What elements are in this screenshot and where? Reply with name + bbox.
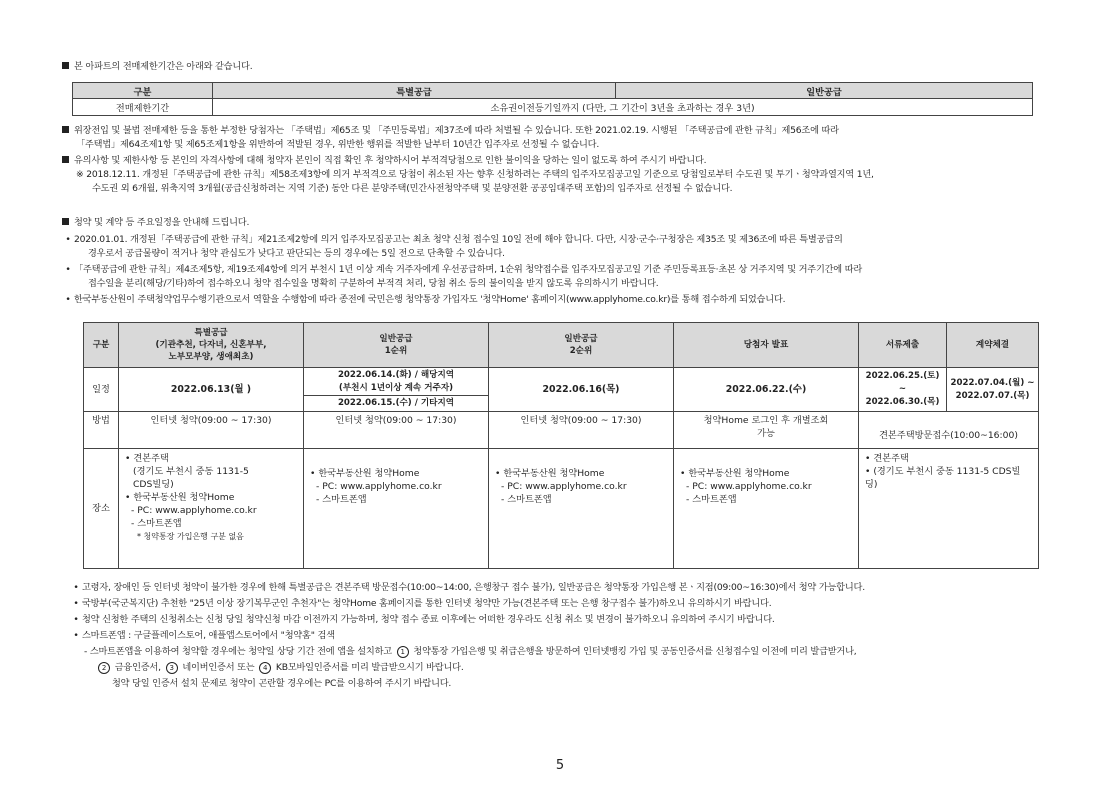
square-bullet-icon bbox=[62, 126, 69, 133]
section1-paragraphs bbox=[62, 124, 1062, 196]
table-header: 일반공급 bbox=[616, 83, 1033, 99]
place-general-1: • 한국부동산원 청약Home - PC: www.applyhome.co.kr - 스마트폰앱 bbox=[304, 449, 489, 569]
note-line: 스마트폰앱 : 구글플레이스토어, 애플앱스토어에서 "청약홈" 검색 bbox=[82, 630, 335, 641]
section-schedule-intro bbox=[62, 216, 1062, 307]
paragraph-line: 「주택공급에 관한 규칙」제4조제5항, 제19조제4항에 의거 부천시 1년 이상 계속 거주자에게 우선공급하며, 1순위 청약접수를 입주자모집공고일 기준 주민등록표등·초본 상 거주지역 및 거주기간에 따라 bbox=[74, 264, 863, 275]
row-label-method: 방법 bbox=[84, 412, 119, 449]
place-docs-contract: • 견본주택 • (경기도 부천시 중동 1131-5 CDS빌딩) bbox=[859, 449, 1039, 569]
table-cell: 소유권이전등기일까지 (다만, 그 기간이 3년을 초과하는 경우 3년) bbox=[213, 99, 1033, 116]
paragraph-line: 경우로서 공급물량이 적거나 청약 관심도가 낮다고 판단되는 등의 경우에는 5일 전으로 단축할 수 있습니다. bbox=[88, 248, 505, 259]
place-special: • 견본주택 (경기도 부천시 중동 1131-5 CDS빌딩) • 한국부동산원 청약Home - PC: www.applyhome.co.kr - 스마트폰앱 * 청약통장 가입은행 구분 없음 bbox=[119, 449, 304, 569]
dot-bullet-icon: • bbox=[73, 630, 79, 641]
section1-intro: 본 아파트의 전매제한기간은 아래와 같습니다. bbox=[62, 60, 1062, 74]
paragraph-line: 한국부동산원이 주택청약업무수행기관으로서 역할을 수행함에 따라 종전에 국민은행 청약통장 가입자도 '청약Home' 홈페이지(www.applyhome.co.kr)를 통해 접수하게 되었습니다. bbox=[74, 294, 786, 305]
method-special: 인터넷 청약(09:00 ~ 17:30) bbox=[119, 412, 304, 449]
dot-bullet-icon: • bbox=[73, 614, 79, 625]
header-announce: 당첨자 발표 bbox=[674, 323, 859, 368]
notes-section bbox=[70, 581, 865, 691]
place-general-2: • 한국부동산원 청약Home - PC: www.applyhome.co.kr - 스마트폰앱 bbox=[489, 449, 674, 569]
note-line: 청약 신청한 주택의 신청취소는 신청 당일 청약신청 마감 이전까지 가능하며, 청약 접수 종료 이후에는 어떠한 경우라도 신청 취소 및 변경이 불가하오니 유의하여 주시기 바랍니다. bbox=[82, 614, 775, 625]
date-announce: 2022.06.22.(수) bbox=[674, 368, 859, 412]
date-docs: 2022.06.25.(토) ~ 2022.06.30.(목) bbox=[859, 368, 947, 412]
paragraph-line: 접수일을 분리(해당/기타)하여 접수하오니 청약 접수일을 명확히 구분하여 부적격 처리, 당첨 취소 등의 불이익을 받지 않도록 유의하시기 바랍니다. bbox=[88, 278, 659, 289]
header-gubun: 구분 bbox=[84, 323, 119, 368]
method-announce: 청약Home 로그인 후 개별조회 가능 bbox=[674, 412, 859, 449]
resale-restriction-table bbox=[72, 82, 1033, 116]
dot-bullet-icon: • bbox=[65, 234, 71, 245]
note-line: 수도권 외 6개월, 위축지역 3개월(공급신청하려는 지역 기준) 동안 다른 분양주택(민간사전청약주택 및 분양전환 공공임대주택 포함)의 입주자로 선정될 수 없습니다. bbox=[92, 183, 733, 194]
section-resale-restriction bbox=[62, 60, 1062, 74]
circled-number-icon: 1 bbox=[397, 646, 409, 658]
paragraph-line: 위장전입 및 불법 전매제한 등을 통한 부정한 당첨자는 「주택법」제65조 및 「주민등록법」제37조에 따라 처벌될 수 있습니다. 또한 2021.02.19. 시행된 「주택공급에 관한 규칙」제56조에 따라 bbox=[74, 125, 839, 136]
note-line: ※ 2018.12.11. 개정된「주택공급에 관한 규칙」제58조제3항에 의거 부적격으로 당첨이 취소된 자는 향후 신청하려는 주택의 입주자모집공고일 기준으로 당첨일로부터 수도권 및 투기ㆍ청약과열지역 1년, bbox=[76, 169, 874, 180]
method-general-1: 인터넷 청약(09:00 ~ 17:30) bbox=[304, 412, 489, 449]
method-docs-contract: 견본주택방문접수(10:00~16:00) bbox=[859, 412, 1039, 449]
header-docs: 서류제출 bbox=[859, 323, 947, 368]
paragraph-line: 유의사항 및 제한사항 등 본인의 자격사항에 대해 청약자 본인이 직접 확인 후 청약하시어 부적격당첨으로 인한 불이익을 당하는 일이 없도록 하여 주시기 바랍니다. bbox=[74, 155, 707, 166]
table-row-label: 전매제한기간 bbox=[73, 99, 213, 116]
paragraph-line: 2020.01.01. 개정된「주택공급에 관한 규칙」제21조제2항에 의거 입주자모집공고는 최초 청약 신청 접수일 10일 전에 해야 합니다. 다만, 시장·군수·구청장은 제35조 및 제36조에 따른 특별공급의 bbox=[74, 234, 843, 245]
date-general-1: 2022.06.14.(화) / 해당지역 (부천시 1년이상 계속 거주자) 2022.06.15.(수) / 기타지역 bbox=[304, 368, 489, 412]
circled-number-icon: 3 bbox=[166, 662, 178, 674]
note-line: 2 금융인증서, 3 네이버인증서 또는 4 KB모바일인증서를 미리 발급받으시기 바랍니다. bbox=[70, 661, 865, 675]
note-line: 청약 당일 인증서 설치 문제로 청약이 곤란할 경우에는 PC를 이용하여 주시기 바랍니다. bbox=[112, 678, 452, 689]
row-label-dates: 일정 bbox=[84, 368, 119, 412]
row-label-place: 장소 bbox=[84, 449, 119, 569]
header-general-1: 일반공급 1순위 bbox=[304, 323, 489, 368]
place-announce: • 한국부동산원 청약Home - PC: www.applyhome.co.kr - 스마트폰앱 bbox=[674, 449, 859, 569]
table-header: 특별공급 bbox=[213, 83, 616, 99]
paragraph-line: 「주택법」제64조제1항 및 제65조제1항을 위반하여 적발된 경우, 위반한 행위를 적발한 날부터 10년간 입주자로 선정될 수 없습니다. bbox=[76, 139, 600, 150]
square-bullet-icon bbox=[62, 218, 69, 225]
header-general-2: 일반공급 2순위 bbox=[489, 323, 674, 368]
page-number: 5 bbox=[555, 758, 565, 773]
dot-bullet-icon: • bbox=[73, 598, 79, 609]
dot-bullet-icon: • bbox=[65, 294, 71, 305]
square-bullet-icon bbox=[62, 62, 69, 69]
note-line: 고령자, 장애인 등 인터넷 청약이 불가한 경우에 한해 특별공급은 견본주택 방문접수(10:00~14:00, 은행창구 접수 불가), 일반공급은 청약통장 가입은행 본ㆍ지점(09:00~16:30)에서 청약 가능합니다. bbox=[82, 582, 865, 593]
note-line: 국방부(국군복지단) 추천한 "25년 이상 장기복무군인 추천자"는 청약Home 홈페이지를 통한 인터넷 청약만 가능(견본주택 또는 은행 창구접수 불가)하오니 유의하시기 바랍니다. bbox=[82, 598, 772, 609]
section2-intro: 청약 및 계약 등 주요일정을 안내해 드립니다. bbox=[74, 217, 250, 228]
method-general-2: 인터넷 청약(09:00 ~ 17:30) bbox=[489, 412, 674, 449]
circled-number-icon: 4 bbox=[259, 662, 271, 674]
dot-bullet-icon: • bbox=[65, 264, 71, 275]
table-header: 구분 bbox=[73, 83, 213, 99]
square-bullet-icon bbox=[62, 156, 69, 163]
circled-number-icon: 2 bbox=[98, 662, 110, 674]
date-contract: 2022.07.04.(월) ~ 2022.07.07.(목) bbox=[947, 368, 1039, 412]
schedule-table bbox=[83, 322, 1039, 569]
dot-bullet-icon: • bbox=[73, 582, 79, 593]
date-general-2: 2022.06.16(목) bbox=[489, 368, 674, 412]
date-special: 2022.06.13(월 ) bbox=[119, 368, 304, 412]
header-special: 특별공급 (기관추천, 다자녀, 신혼부부, 노부모부양, 생애최초) bbox=[119, 323, 304, 368]
note-line: - 스마트폰앱을 이용하여 청약할 경우에는 청약일 상당 기간 전에 앱을 설치하고 1 청약통장 가입은행 및 취급은행을 방문하여 인터넷뱅킹 가입 및 공동인증서를 신청접수일 이전에 미리 발급받거나, bbox=[84, 646, 857, 657]
header-contract: 계약체결 bbox=[947, 323, 1039, 368]
